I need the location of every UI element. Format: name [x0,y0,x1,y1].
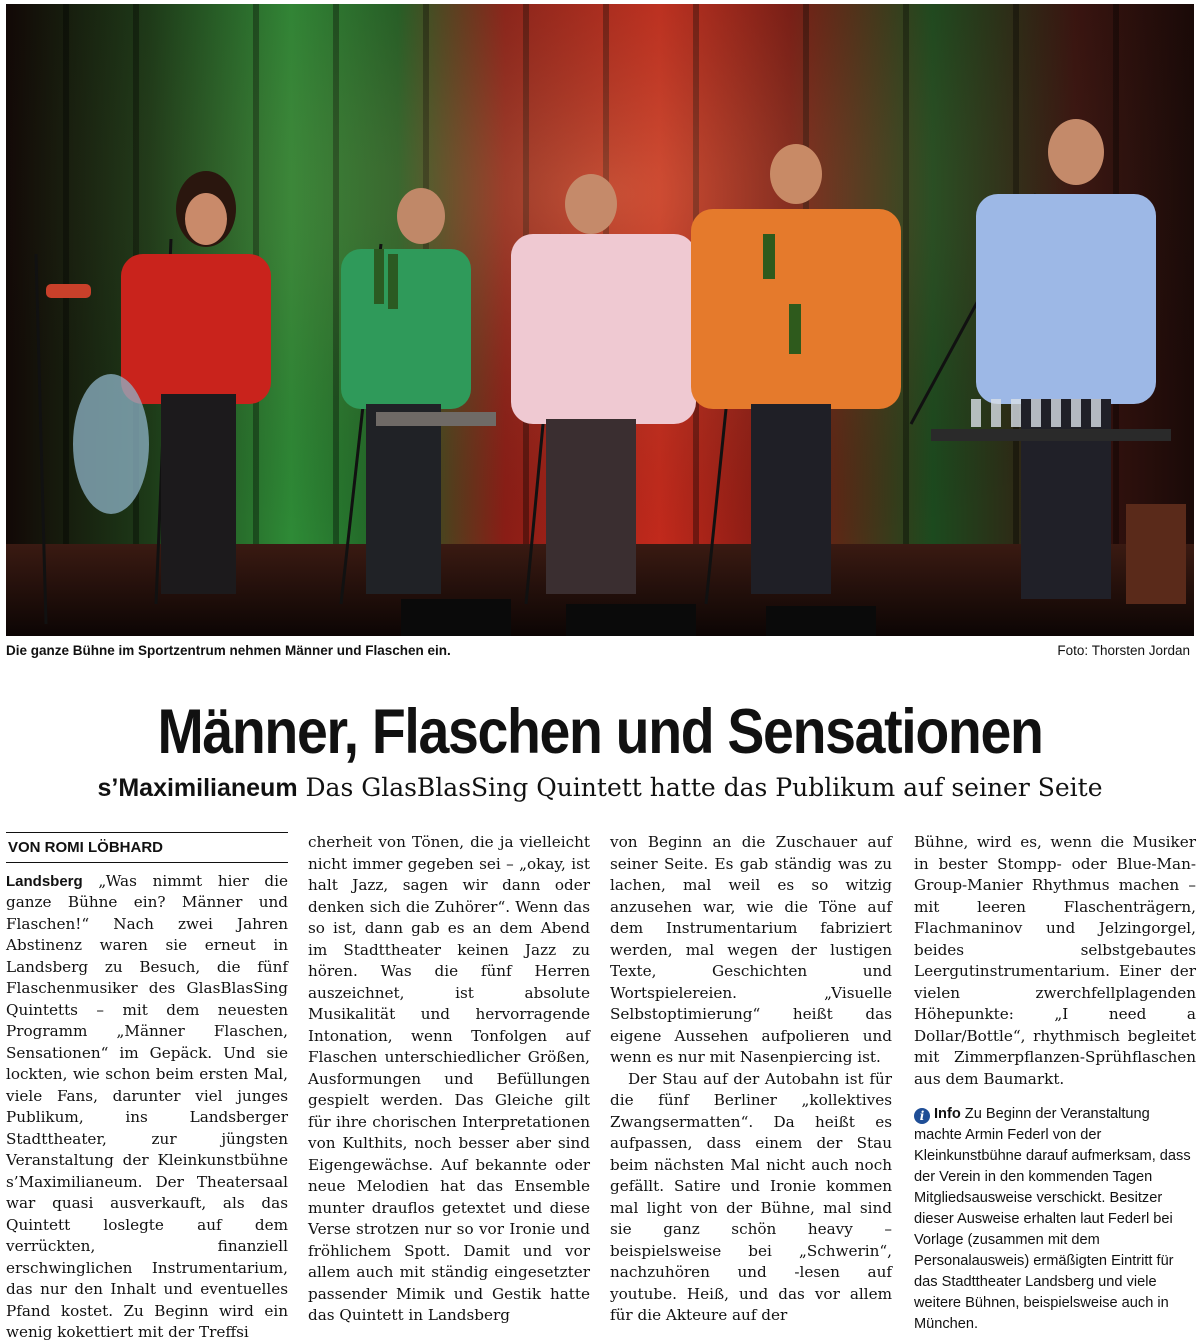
column-4 [914,832,1196,1332]
paragraph [6,871,288,1344]
article-body [6,832,1196,1341]
dateline: Landsberg [6,872,83,890]
section-kicker: s’Maximilianeum [97,774,298,802]
info-box [914,1104,1196,1335]
byline: VON ROMI LÖBHARD [6,832,288,863]
photo-credit: Foto: Thorsten Jordan [1057,643,1190,658]
photo-caption: Die ganze Bühne im Sportzentrum nehmen Männer und Flaschen ein. [6,643,451,658]
column-3 [610,832,892,1324]
info-label: Info [934,1106,961,1122]
stage-illustration [6,4,1194,636]
concert-photo [6,4,1194,636]
column-2 [308,832,590,1324]
paragraph: Bühne, wird es, wenn die Musiker in bester Stompp- oder Blue-Man-Group-Manier Rhythmus machen – mit leeren Flaschenträgern, Flachmaninov und Jelzingorgel, beides selbstgebautes Leergutinstrumentarium. Einer der vielen zwerchfellplagenden Höhepunkte: „I need a Dollar/Bottle“, rhythmisch begleitet mit Zimmerpflanzen-Sprühflaschen aus dem Baumarkt. [914,833,1196,1088]
info-text: Zu Beginn der Veranstaltung machte Armin Federl von der Kleinkunstbühne darauf aufmerksam, dass der Verein in den kommenden Tagen Mitgliedsausweise verschickt. Besitzer dieser Ausweise erhalten laut Federl bei Vorlage (zusammen mit dem Personalausweis) ermäßigten Eintritt für das Stadttheater Landsberg und viele weitere Bühnen, beispielsweise auch in München. [914,1106,1191,1332]
photo-caption-bar [6,640,1194,662]
subheadline: Das GlasBlasSing Quintett hatte das Publikum auf seiner Seite [297,773,1103,802]
subheadline-line [0,770,1200,806]
info-icon: i [914,1108,930,1124]
paragraph: von Beginn an die Zuschauer auf seiner Seite. Es gab ständig was zu lachen, mal weil es so witzig anzusehen war, wie die Töne auf dem Instrumentarium fabriziert werden, mal wegen der lustigen Texte, Geschichten und Wortspielereien. „Visuelle Selbstoptimierung“ heißt das eigene Aussehen aufpolieren und wenn es nur mit Nasenpiercing ist. [610,833,892,1066]
paragraph: cherheit von Tönen, die ja vielleicht nicht immer gegeben sei – „okay, ist halt Jazz, sagen wir dann oder denken sich die Zuhörer“. Wenn das so ist, dann gab es an dem Abend im Stadttheater keinen Jazz zu hören. Was die fünf Herren auszeichnet, ist absolute Musikalität und hervorragende Intonation, wenn Tonfolgen auf Flaschen unterschiedlicher Größen, Ausformungen und Befüllungen gespielt werden. Das Gleiche gilt für ihre chorischen Interpretationen von Kulthits, noch besser aber sind Eigengewächse. Auf bekannte oder neue Melodien hat das Ensemble munter drauflos getextet und diese Verse strotzen nur so vor Ironie und fröhlichem Spott. Damit und vor allem auch mit ständig eingesetzter passender Mimik und Gestik hatte das Quintett in Landsberg [308,833,590,1324]
headline: Männer, Flaschen und Sensationen [157,697,1043,767]
paragraph-text: „Was nimmt hier die ganze Bühne ein? Männer und Flaschen!“ Nach zwei Jahren Abstinenz waren sie erneut in Landsberg zu Besuch, die fünf Flaschenmusiker des GlasBlasSing Quintetts – mit dem neuesten Programm „Männer Flaschen, Sensationen“ im Gepäck. Und sie lockten, wie schon beim ersten Mal, viele Fans, darunter viel junges Publikum, ins Landsberger Stadttheater, zur jüngsten Veranstaltung der Kleinkunstbühne s’Maximilianeum. Der Theatersaal war quasi ausverkauft, als das Quintett loslegte auf dem verrückten, finanziell erschwinglichen Instrumentarium, das nur den Inhalt und eventuelles Pfand kostet. Zu Beginn wird ein wenig kokettiert mit der Treffsi [6,871,288,1341]
paragraph: Der Stau auf der Autobahn ist für die fünf Berliner „kollektives Zwangsermatten“. Da heißt es aufpassen, dass einem der Stau beim nächsten Mal nicht auch noch gefällt. Satire und Ironie kommen mal light von der Bühne, mal sind sie ganz schön heavy – beispielsweise bei „Schwerin“, nachzuhören und -lesen auf youtube. Heiß, und das vor allem für die Akteure auf der [610,1069,892,1324]
column-1 [6,832,288,1341]
